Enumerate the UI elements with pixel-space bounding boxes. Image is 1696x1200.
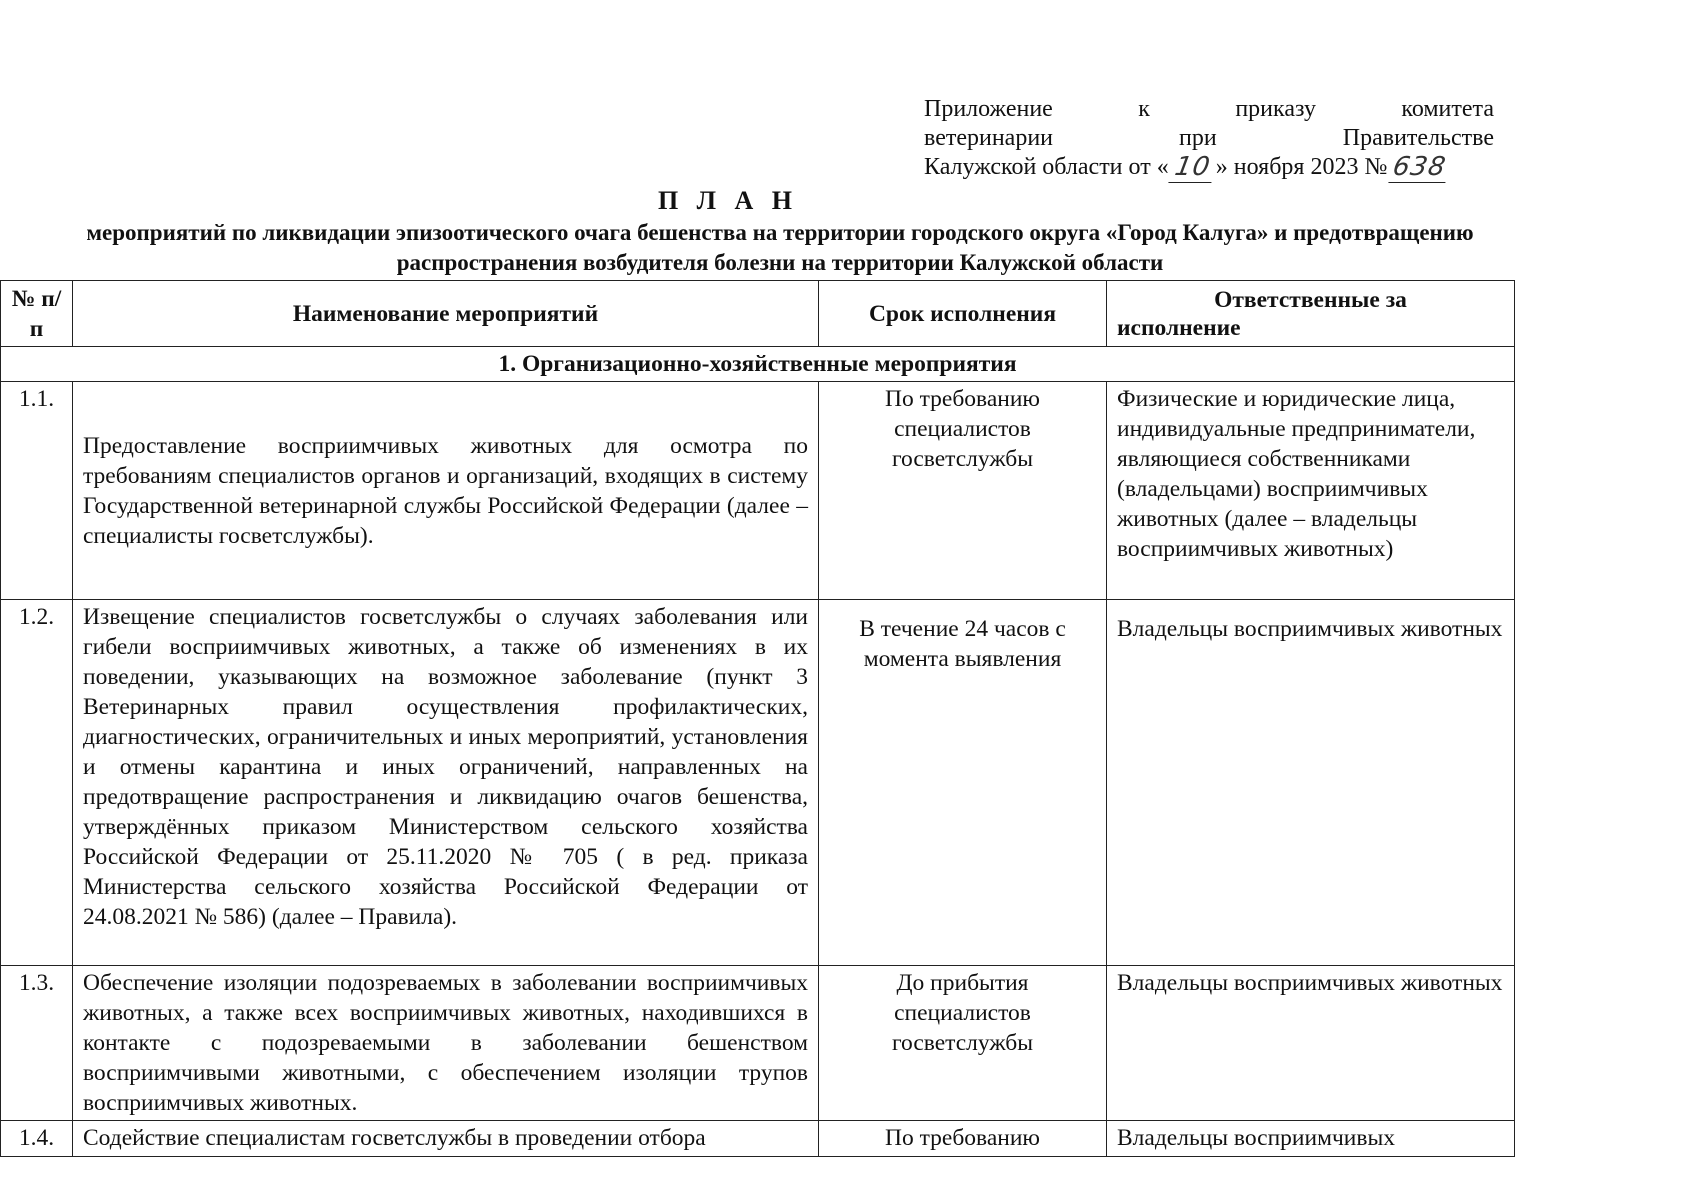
header-num: № п/п [1,281,73,347]
appendix-word: приказу [1235,96,1316,122]
header-responsible-line-1: Ответственные за [1214,286,1407,313]
row-responsible: Владельцы восприимчивых животных [1107,966,1515,1121]
row-deadline: До прибытия специалистов госветслужбы [819,966,1107,1121]
row-responsible: Физические и юридические лица, индивидуальные предприниматели, являющиеся собственниками (владельцами) восприимчивых животных (далее – владельцы восприимчивых животных) [1107,382,1515,600]
row-activity: Предоставление восприимчивых животных для осмотра по требованиям специалистов органов и организаций, входящих в систему Государственной ветеринарной службы Российской Федерации (далее – специалисты госветслужбы). [73,382,819,600]
appendix-word: ветеринарии [924,125,1054,151]
appendix-word: Правительстве [1342,125,1494,151]
appendix-date-prefix: Калужской области от « [924,154,1169,180]
row-activity: Содействие специалистам госветслужбы в проведении отбора [73,1121,819,1157]
appendix-word: к [1138,96,1150,122]
header-deadline: Срок исполнения [819,281,1107,347]
header-activity: Наименование мероприятий [73,281,819,347]
appendix-line-2 [924,124,1494,153]
header-responsible-line-2: исполнение [1117,314,1241,341]
row-number: 1.4. [1,1121,73,1157]
table-row [1,600,1515,966]
row-deadline: По требованию специалистов госветслужбы [819,382,1107,600]
row-activity: Обеспечение изоляции подозреваемых в заболевании восприимчивых животных, а также всех восприимчивых животных, находившихся в контакте с подозреваемыми в заболевании бешенством восприимчивыми животными, с обеспечением изоляции трупов восприимчивых животных. [73,966,819,1121]
plan-title: П Л А Н [657,186,799,215]
table-row [1,966,1515,1121]
row-number: 1.3. [1,966,73,1121]
appendix-word: комитета [1401,96,1494,122]
plan-table [0,280,1515,1157]
appendix-date-middle: » ноября 2023 № [1215,154,1388,180]
appendix-word: при [1179,125,1217,151]
appendix-word: Приложение [924,96,1053,122]
row-deadline: По требованию [819,1121,1107,1157]
appendix-block [924,95,1494,183]
row-number: 1.2. [1,600,73,966]
header-responsible [1107,281,1515,347]
handwritten-day: 10 [1168,153,1216,183]
row-number: 1.1. [1,382,73,600]
row-responsible: Владельцы восприимчивых животных [1107,600,1515,966]
row-responsible: Владельцы восприимчивых [1107,1121,1515,1157]
table-row [1,1121,1515,1157]
table-header-row [1,281,1515,347]
section-title: 1. Организационно-хозяйственные мероприятия [1,347,1515,382]
plan-subtitle: мероприятий по ликвидации эпизоотического очага бешенства на территории городского округа «Город Калуга» и предотвращению распространения возбудителя болезни на территории Калужской области [86,220,1474,275]
handwritten-order-number: 638 [1389,153,1451,183]
appendix-line-3 [924,153,1494,183]
table-row [1,382,1515,600]
row-activity: Извещение специалистов госветслужбы о случаях заболевания или гибели восприимчивых животных, а также об изменениях в их поведении, указывающих на возможное заболевание (пункт 3 Ветеринарных правил осуществления профилактических, диагностических, ограничительных и иных мероприятий, установления и отмены карантина и иных ограничений, направленных на предотвращение распространения и ликвидацию очагов бешенства, утверждённых приказом Министерством сельского хозяйства Российской Федерации от 25.11.2020 № 705 ( в ред. приказа Министерства сельского хозяйства Российской Федерации от 24.08.2021 № 586) (далее – Правила). [73,600,819,966]
section-row [1,347,1515,382]
row-deadline: В течение 24 часов с момента выявления [819,600,1107,966]
appendix-line-1 [924,95,1494,124]
